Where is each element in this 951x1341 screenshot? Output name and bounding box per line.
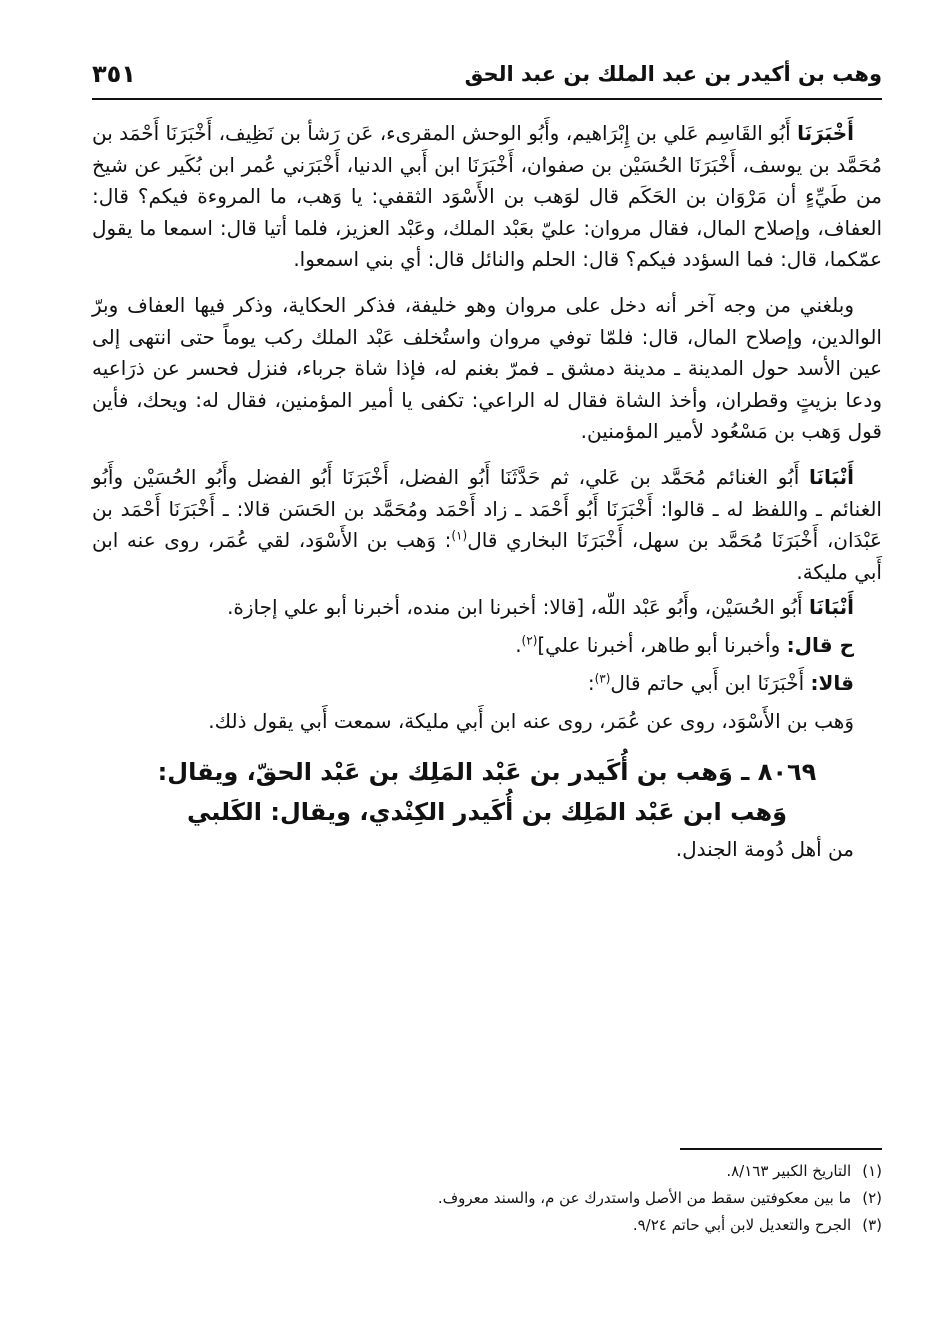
footnote-3 — [150, 1212, 882, 1239]
paragraph-5 — [92, 626, 882, 664]
paragraph-1-keyword: أَخْبَرَنَا — [797, 121, 854, 145]
main-text — [92, 118, 882, 866]
paragraph-7: وَهب بن الأَسْوَد، روى عن عُمَر، روى عنه ابن أَبي مليكة، سمعت أَبي يقول ذلك. — [208, 709, 854, 734]
footnote-divider — [680, 1148, 882, 1150]
footnote-ref-2: (٢) — [521, 633, 538, 648]
paragraph-4-keyword: أَنْبَانَا — [808, 595, 854, 620]
footnote-text: ما بين معكوفتين سقط من الأصل واستدرك عن م، والسند معروف. — [437, 1189, 852, 1207]
footnotes — [150, 1158, 882, 1239]
entry-heading: ٨٠٦٩ ـ وَهب بن أُكَيدر بن عَبْد المَلِك بن عَبْد الحقّ، ويقال: وَهب ابن عَبْد المَلِك بن أُكَيدر الكِنْدي، ويقال: الكَلبي — [157, 758, 817, 827]
paragraph-1-text: أَبُو القَاسِم عَلي بن إِبْرَاهيم، وأَبُو الوحش المقرىء، عَن رَشأ بن نَظِيف، أَخْبَرَنَا أَحْمَد بن مُحَمَّد بن يوسف، أَخْبَرَنَا الحُسَيْن بن صفوان، أَخْبَرَنَا ابن أَبي الدنيا، أَخْبَرَني عُمر ابن بُكَير عن شيخ من طَيِّءٍ أن مَرْوَان بن الحَكَم قال لوَهب بن الأَسْوَد الثقفي: يا وَهب، ما المروءة فيكم؟ قال: العفاف، وإصلاح المال، فقال مروان: عليّ بعَبْد الملك، وعَبْد العزيز، فلما أتيا قال: اسمعا ما يقول عمّكما، قال: فما السؤدد فيكم؟ قال: الحلم والنائل قال: أي بني اسمعوا. — [92, 121, 882, 272]
footnote-ref-3: (٣) — [594, 671, 611, 686]
paragraph-6-end: : — [587, 671, 595, 696]
page-header — [92, 58, 882, 100]
paragraph-5-keyword: ح قال: — [786, 633, 854, 658]
paragraph-3-keyword: أَنْبَانَا — [808, 464, 854, 489]
running-title: وهب بن أكيدر بن عبد الملك بن عبد الحق — [464, 62, 882, 86]
paragraph-6-text: أَخْبَرَنَا ابن أَبي حاتم قال — [610, 671, 811, 696]
paragraph-6 — [92, 664, 882, 702]
paragraph-5-text: وأخبرنا أبو طاهر، أخبرنا علي] — [537, 633, 787, 658]
paragraph-5-end: . — [515, 633, 522, 658]
footnote-number: (١) — [862, 1162, 882, 1180]
footnote-number: (٢) — [862, 1189, 882, 1207]
paragraph-1 — [92, 118, 882, 276]
footnote-1 — [150, 1158, 882, 1185]
footnote-text: الجرح والتعديل لابن أبي حاتم ٩/٢٤. — [632, 1216, 852, 1234]
paragraph-6-keyword: قالا: — [810, 671, 854, 696]
paragraph-3-text: أَبُو الغنائم مُحَمَّد بن عَلي، ثم حَدَّثَنَا أَبُو الفضل، أَخْبَرَنَا أَبُو الفضل وأَبُو الحُسَيْن وأَبُو الغنائم ـ واللفظ له ـ قالوا: أَخْبَرَنَا أَبُو أَحْمَد ـ زاد أَحْمَد ومُحَمَّد بن الحَسَن قالا: ـ أَخْبَرَنَا أَحْمَد بن عَبْدَان، أَخْبَرَنَا مُحَمَّد بن سهل، أَخْبَرَنَا البخاري قال — [92, 464, 882, 553]
page-number: ٣٥١ — [92, 60, 136, 88]
footnote-2 — [150, 1185, 882, 1212]
paragraph-2: وبلغني من وجه آخر أنه دخل على مروان وهو خليفة، فذكر الحكاية، وذكر فيها العفاف وبرّ الوالدين، وإصلاح المال، قال: فلمّا توفي مروان واستُخلف عَبْد الملك ركب يوماً حتى انتهى إلى عين الأسد حول المدينة ـ مدينة دمشق ـ فمرّ بغنم له، فإذا شاة جرباء، فنزل فحسر عن ذرَاعيه ودعا بزيتٍ وقطران، وأخذ الشاة فقال له الراعي: تكفى يا أمير المؤمنين، فقال له: ويحك، فأين قول وَهب بن مَسْعُود لأمير المؤمنين. — [92, 292, 882, 444]
paragraph-4 — [92, 588, 882, 626]
paragraph-4-text: أَبُو الحُسَيْن، وأَبُو عَبْد اللّه، [قالا: أخبرنا ابن منده، أخبرنا أبو علي إجازة. — [227, 595, 809, 620]
footnote-text: التاريخ الكبير ٨/١٦٣. — [726, 1162, 852, 1180]
entry-text: من أهل دُومة الجندل. — [675, 837, 854, 862]
paragraph-3 — [92, 462, 882, 588]
paragraph-3-end: : وَهب بن الأَسْوَد، لقي عُمَر، روى عنه ابن أَبي مليكة. — [92, 528, 882, 584]
footnote-ref-1: (١) — [451, 528, 468, 543]
footnote-number: (٣) — [862, 1216, 882, 1234]
